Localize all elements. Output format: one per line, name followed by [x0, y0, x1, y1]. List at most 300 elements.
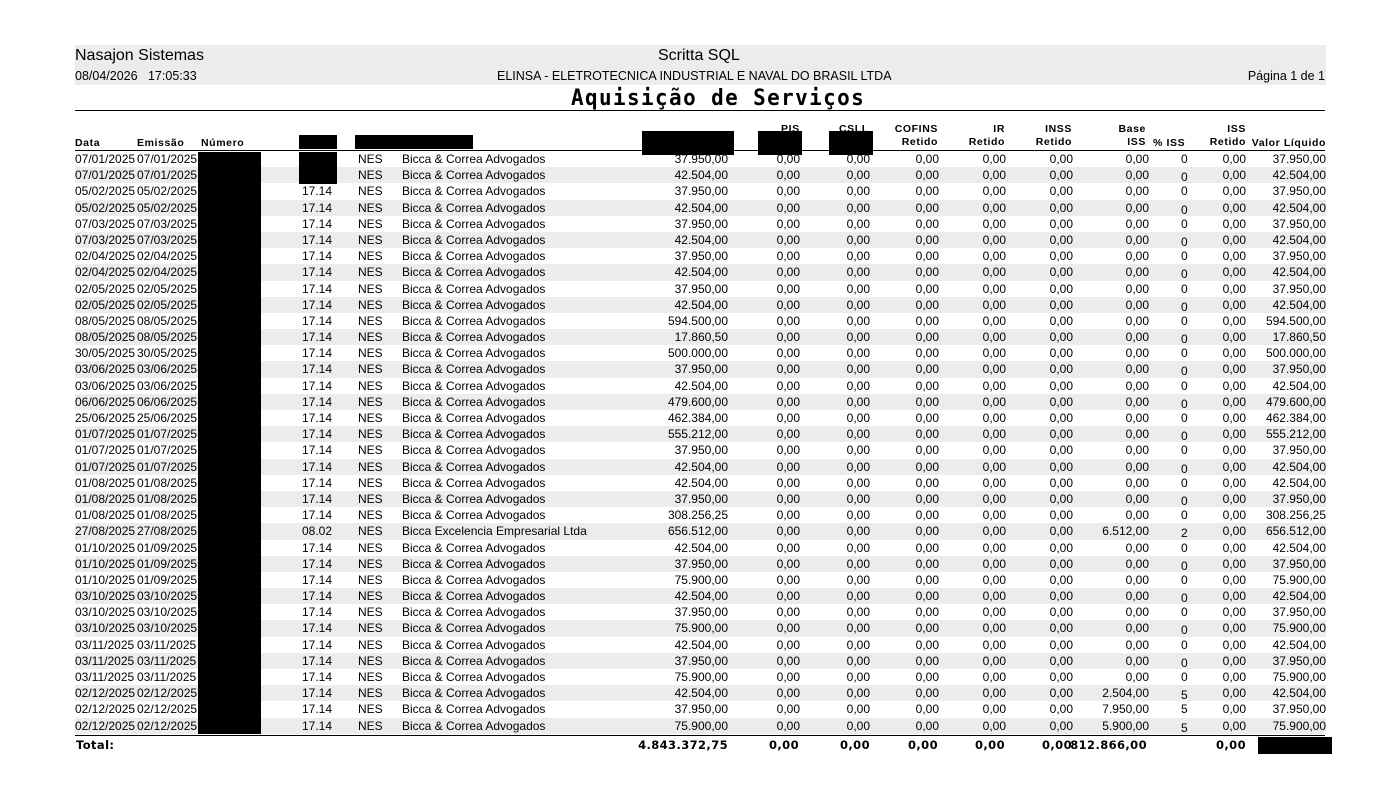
cell-emissao: 07/01/2025 — [137, 168, 198, 183]
cell-pct: 5 — [1181, 720, 1188, 735]
cell-tipo: NES — [358, 411, 383, 425]
cell-liquido: 42.504,00 — [1272, 540, 1326, 555]
cell-emissao: 30/05/2025 — [137, 346, 198, 361]
cell-valor: 594.500,00 — [667, 313, 728, 328]
cell-liquido: 37.950,00 — [1272, 362, 1326, 377]
cell-fornecedor: Bicca & Correa Advogados — [402, 265, 546, 280]
table-row — [75, 588, 1326, 604]
cell-liquido: 37.950,00 — [1272, 605, 1326, 620]
redacted-total-liquido — [1258, 737, 1332, 754]
cell-tipo: NES — [358, 152, 383, 166]
cell-liquido: 42.504,00 — [1272, 589, 1326, 604]
cell-cofins: 0,00 — [915, 718, 939, 733]
cell-emissao: 03/11/2025 — [137, 637, 197, 652]
table-row — [75, 442, 1326, 458]
cell-pct: 0 — [1181, 202, 1188, 217]
cell-csll: 0,00 — [846, 378, 870, 393]
cell-csll: 0,00 — [846, 508, 870, 523]
cell-base: 0,00 — [1125, 200, 1149, 215]
col-header-numero: Número — [201, 137, 245, 149]
cell-tipo: NES — [358, 330, 383, 345]
cell-pis: 0,00 — [776, 184, 800, 199]
cell-data: 27/08/2025 — [75, 524, 136, 539]
cell-inss: 0,00 — [1049, 508, 1073, 523]
cell-data: 02/05/2025 — [75, 281, 136, 296]
cell-cod: 17.14 — [302, 313, 333, 328]
cell-csll: 0,00 — [846, 524, 870, 539]
cell-base: 0,00 — [1125, 427, 1149, 442]
cell-base: 0,00 — [1125, 281, 1149, 296]
cell-valor: 42.504,00 — [674, 637, 728, 652]
cell-pis: 0,00 — [776, 427, 800, 442]
cell-tipo: NES — [358, 427, 383, 442]
cell-pis: 0,00 — [776, 330, 800, 345]
cell-cod: 08.02 — [302, 524, 333, 539]
cell-valor: 37.950,00 — [674, 184, 728, 199]
cell-fornecedor: Bicca & Correa Advogados — [402, 718, 546, 733]
cell-iss: 0,00 — [1222, 152, 1246, 166]
cell-pct: 0 — [1181, 508, 1188, 523]
cell-liquido: 75.900,00 — [1272, 718, 1326, 733]
cell-ir: 0,00 — [982, 184, 1006, 199]
cell-cod: 17.14 — [302, 330, 333, 345]
cell-data: 02/12/2025 — [75, 702, 136, 717]
cell-ir: 0,00 — [982, 313, 1006, 328]
cell-liquido: 75.900,00 — [1272, 670, 1326, 684]
cell-liquido: 594.500,00 — [1265, 313, 1326, 328]
cell-cod: 17.14 — [302, 378, 333, 393]
cell-base: 2.504,00 — [1102, 686, 1149, 701]
cell-tipo: NES — [358, 265, 383, 280]
cell-data: 02/12/2025 — [75, 718, 136, 733]
table-row — [75, 232, 1326, 248]
cell-valor: 555.212,00 — [667, 427, 728, 442]
cell-base: 0,00 — [1125, 637, 1149, 652]
cell-csll: 0,00 — [846, 249, 870, 264]
total-valor: 4.843.372,75 — [638, 738, 728, 752]
cell-ir: 0,00 — [982, 605, 1006, 620]
cell-liquido: 37.950,00 — [1272, 152, 1326, 166]
cell-csll: 0,00 — [846, 232, 870, 247]
cell-cofins: 0,00 — [915, 572, 939, 587]
table-row — [75, 248, 1326, 264]
cell-pis: 0,00 — [776, 443, 800, 458]
cell-ir: 0,00 — [982, 411, 1006, 425]
cell-pct: 0 — [1181, 443, 1188, 458]
cell-base: 0,00 — [1125, 168, 1149, 183]
table-row — [75, 345, 1326, 361]
cell-inss: 0,00 — [1049, 313, 1073, 328]
cell-base: 0,00 — [1125, 313, 1149, 328]
total-inss: 0,00 — [1042, 738, 1072, 752]
cell-ir: 0,00 — [982, 524, 1006, 539]
cell-pis: 0,00 — [776, 265, 800, 280]
cell-pis: 0,00 — [776, 686, 800, 701]
cell-fornecedor: Bicca & Correa Advogados — [402, 572, 546, 587]
cell-iss: 0,00 — [1222, 670, 1246, 684]
cell-inss: 0,00 — [1049, 718, 1073, 733]
cell-liquido: 17.860,50 — [1272, 330, 1326, 345]
cell-cod: 17.14 — [302, 718, 333, 733]
cell-ir: 0,00 — [982, 589, 1006, 604]
cell-csll: 0,00 — [846, 621, 870, 636]
app-name: Scritta SQL — [658, 47, 740, 64]
cell-pct: 0 — [1181, 605, 1188, 620]
cell-liquido: 555.212,00 — [1265, 427, 1326, 442]
cell-csll: 0,00 — [846, 216, 870, 231]
cell-pis: 0,00 — [776, 718, 800, 733]
cell-iss: 0,00 — [1222, 427, 1246, 442]
cell-base: 0,00 — [1125, 152, 1149, 166]
cell-data: 01/08/2025 — [75, 475, 136, 490]
cell-ir: 0,00 — [982, 232, 1006, 247]
cell-ir: 0,00 — [982, 686, 1006, 701]
cell-inss: 0,00 — [1049, 249, 1073, 264]
cell-ir: 0,00 — [982, 330, 1006, 345]
cell-inss: 0,00 — [1049, 168, 1073, 183]
cell-cofins: 0,00 — [915, 540, 939, 555]
col-header-inss-line2: Retido — [1035, 136, 1072, 148]
cell-emissao: 03/10/2025 — [137, 621, 198, 636]
table-row — [75, 523, 1326, 539]
table-row — [75, 281, 1326, 297]
cell-base: 0,00 — [1125, 330, 1149, 345]
cell-data: 01/08/2025 — [75, 491, 136, 506]
table-row — [75, 475, 1326, 491]
cell-cofins: 0,00 — [915, 378, 939, 393]
company-name: Nasajon Sistemas — [75, 47, 204, 64]
cell-pct: 0 — [1181, 234, 1188, 249]
cell-liquido: 42.504,00 — [1272, 297, 1326, 312]
cell-emissao: 07/03/2025 — [137, 216, 198, 231]
cell-fornecedor: Bicca & Correa Advogados — [402, 605, 546, 620]
cell-data: 08/05/2025 — [75, 330, 136, 345]
cell-cod: 17.14 — [302, 411, 333, 425]
cell-fornecedor: Bicca & Correa Advogados — [402, 491, 546, 506]
cell-pis: 0,00 — [776, 411, 800, 425]
cell-inss: 0,00 — [1049, 216, 1073, 231]
cell-emissao: 03/10/2025 — [137, 605, 198, 620]
table-row — [75, 394, 1326, 410]
cell-iss: 0,00 — [1222, 394, 1246, 409]
cell-fornecedor: Bicca & Correa Advogados — [402, 232, 546, 247]
cell-cofins: 0,00 — [915, 249, 939, 264]
cell-base: 7.950,00 — [1102, 702, 1149, 717]
cell-csll: 0,00 — [846, 394, 870, 409]
table-row — [75, 151, 1326, 167]
cell-valor: 37.950,00 — [674, 281, 728, 296]
cell-pis: 0,00 — [776, 702, 800, 717]
cell-csll: 0,00 — [846, 491, 870, 506]
cell-cod: 17.14 — [302, 670, 333, 684]
table-row — [75, 361, 1326, 377]
col-header-cofins — [888, 123, 938, 149]
cell-pis: 0,00 — [776, 281, 800, 296]
cell-iss: 0,00 — [1222, 475, 1246, 490]
cell-valor: 479.600,00 — [667, 394, 728, 409]
cell-pis: 0,00 — [776, 362, 800, 377]
cell-inss: 0,00 — [1049, 621, 1073, 636]
cell-tipo: NES — [358, 378, 383, 393]
cell-pct: 0 — [1181, 429, 1188, 444]
print-date: 08/04/2026 — [75, 69, 138, 83]
cell-csll: 0,00 — [846, 702, 870, 717]
cell-pis: 0,00 — [776, 313, 800, 328]
cell-tipo: NES — [358, 524, 383, 539]
cell-ir: 0,00 — [982, 168, 1006, 183]
cell-iss: 0,00 — [1222, 605, 1246, 620]
cell-base: 0,00 — [1125, 443, 1149, 458]
cell-liquido: 37.950,00 — [1272, 216, 1326, 231]
cell-ir: 0,00 — [982, 572, 1006, 587]
cell-pct: 0 — [1181, 184, 1188, 199]
table-row — [75, 459, 1326, 475]
cell-pis: 0,00 — [776, 670, 800, 684]
col-header-inss — [1022, 123, 1072, 149]
cell-cofins: 0,00 — [915, 491, 939, 506]
cell-inss: 0,00 — [1049, 411, 1073, 425]
cell-tipo: NES — [358, 670, 383, 684]
cell-data: 01/10/2025 — [75, 540, 136, 555]
print-datetime — [75, 69, 197, 83]
cell-base: 0,00 — [1125, 653, 1149, 668]
cell-cod: 17.14 — [302, 491, 333, 506]
cell-cod: 17.14 — [302, 653, 333, 668]
col-header-pis: PIS — [781, 123, 800, 135]
cell-cod: 17.14 — [302, 540, 333, 555]
cell-csll: 0,00 — [846, 589, 870, 604]
cell-cofins: 0,00 — [915, 459, 939, 474]
cell-tipo: NES — [358, 346, 383, 361]
cell-cod: 17.14 — [302, 702, 333, 717]
cell-liquido: 42.504,00 — [1272, 168, 1326, 183]
cell-iss: 0,00 — [1222, 265, 1246, 280]
cell-inss: 0,00 — [1049, 330, 1073, 345]
cell-ir: 0,00 — [982, 152, 1006, 166]
cell-cofins: 0,00 — [915, 621, 939, 636]
cell-base: 0,00 — [1125, 249, 1149, 264]
col-header-iss-line2: Retido — [1209, 136, 1246, 148]
cell-cofins: 0,00 — [915, 411, 939, 425]
total-ir: 0,00 — [975, 738, 1005, 752]
cell-pct: 0 — [1181, 364, 1188, 379]
col-header-base-line1: Base — [1118, 123, 1146, 135]
col-header-cofins-line2: Retido — [901, 136, 938, 148]
cell-inss: 0,00 — [1049, 637, 1073, 652]
col-header-csll: CSLL — [839, 123, 869, 135]
report-title: Aquisição de Serviços — [571, 86, 866, 111]
cell-data: 01/08/2025 — [75, 508, 136, 523]
cell-emissao: 01/09/2025 — [137, 540, 198, 555]
cell-iss: 0,00 — [1222, 540, 1246, 555]
cell-cofins: 0,00 — [915, 216, 939, 231]
cell-liquido: 462.384,00 — [1265, 411, 1326, 425]
cell-data: 07/01/2025 — [75, 152, 136, 166]
cell-iss: 0,00 — [1222, 653, 1246, 668]
cell-emissao: 02/04/2025 — [137, 265, 198, 280]
cell-emissao: 07/03/2025 — [137, 232, 198, 247]
cell-csll: 0,00 — [846, 459, 870, 474]
cell-fornecedor: Bicca & Correa Advogados — [402, 443, 546, 458]
cell-iss: 0,00 — [1222, 378, 1246, 393]
table-row — [75, 216, 1326, 232]
cell-data: 01/07/2025 — [75, 443, 136, 458]
cell-pct: 0 — [1181, 170, 1188, 185]
cell-csll: 0,00 — [846, 686, 870, 701]
cell-iss: 0,00 — [1222, 572, 1246, 587]
cell-cofins: 0,00 — [915, 152, 939, 166]
cell-ir: 0,00 — [982, 297, 1006, 312]
cell-tipo: NES — [358, 249, 383, 264]
cell-fornecedor: Bicca & Correa Advogados — [402, 184, 546, 199]
cell-pct: 0 — [1181, 475, 1188, 490]
cell-tipo: NES — [358, 572, 383, 587]
totals-divider — [75, 735, 1325, 736]
redacted-header-block — [299, 135, 337, 149]
cell-cofins: 0,00 — [915, 702, 939, 717]
page-indicator: Página 1 de 1 — [1247, 69, 1325, 83]
cell-liquido: 42.504,00 — [1272, 232, 1326, 247]
cell-fornecedor: Bicca & Correa Advogados — [402, 249, 546, 264]
cell-iss: 0,00 — [1222, 330, 1246, 345]
cell-fornecedor: Bicca & Correa Advogados — [402, 378, 546, 393]
cell-ir: 0,00 — [982, 702, 1006, 717]
cell-pis: 0,00 — [776, 491, 800, 506]
cell-tipo: NES — [358, 200, 383, 215]
cell-csll: 0,00 — [846, 330, 870, 345]
cell-fornecedor: Bicca & Correa Advogados — [402, 152, 546, 166]
cell-valor: 17.860,50 — [674, 330, 728, 345]
cell-inss: 0,00 — [1049, 556, 1073, 571]
cell-fornecedor: Bicca & Correa Advogados — [402, 346, 546, 361]
cell-emissao: 01/08/2025 — [137, 491, 198, 506]
cell-tipo: NES — [358, 605, 383, 620]
cell-pct: 0 — [1181, 313, 1188, 328]
cell-pct: 0 — [1181, 461, 1188, 476]
table-row — [75, 507, 1326, 523]
cell-tipo: NES — [358, 508, 383, 523]
col-header-cofins-line1: COFINS — [894, 123, 938, 135]
cell-pis: 0,00 — [776, 297, 800, 312]
cell-valor: 656.512,00 — [667, 524, 728, 539]
cell-liquido: 37.950,00 — [1272, 281, 1326, 296]
cell-iss: 0,00 — [1222, 508, 1246, 523]
cell-iss: 0,00 — [1222, 637, 1246, 652]
cell-inss: 0,00 — [1049, 394, 1073, 409]
cell-fornecedor: Bicca & Correa Advogados — [402, 475, 546, 490]
cell-base: 0,00 — [1125, 589, 1149, 604]
cell-pct: 0 — [1181, 670, 1188, 684]
cell-csll: 0,00 — [846, 297, 870, 312]
cell-valor: 42.504,00 — [674, 378, 728, 393]
col-header-emissao: Emissão — [137, 137, 185, 149]
cell-valor: 42.504,00 — [674, 265, 728, 280]
table-row — [75, 200, 1326, 216]
cell-ir: 0,00 — [982, 427, 1006, 442]
cell-emissao: 01/09/2025 — [137, 556, 198, 571]
cell-csll: 0,00 — [846, 411, 870, 425]
cell-inss: 0,00 — [1049, 572, 1073, 587]
cell-data: 07/03/2025 — [75, 232, 136, 247]
cell-tipo: NES — [358, 637, 383, 652]
cell-ir: 0,00 — [982, 265, 1006, 280]
cell-valor: 42.504,00 — [674, 200, 728, 215]
cell-fornecedor: Bicca & Correa Advogados — [402, 540, 546, 555]
total-iss-retido: 0,00 — [1216, 738, 1246, 752]
cell-inss: 0,00 — [1049, 443, 1073, 458]
cell-cofins: 0,00 — [915, 297, 939, 312]
cell-iss: 0,00 — [1222, 686, 1246, 701]
cell-cofins: 0,00 — [915, 346, 939, 361]
cell-pct: 0 — [1181, 378, 1188, 393]
cell-emissao: 02/12/2025 — [137, 718, 198, 733]
cell-cofins: 0,00 — [915, 475, 939, 490]
cell-iss: 0,00 — [1222, 556, 1246, 571]
cell-liquido: 42.504,00 — [1272, 637, 1326, 652]
cell-pis: 0,00 — [776, 605, 800, 620]
cell-emissao: 07/01/2025 — [137, 152, 198, 166]
cell-pct: 0 — [1181, 216, 1188, 231]
cell-base: 0,00 — [1125, 540, 1149, 555]
cell-emissao: 03/10/2025 — [137, 589, 198, 604]
cell-ir: 0,00 — [982, 718, 1006, 733]
cell-fornecedor: Bicca & Correa Advogados — [402, 394, 546, 409]
col-header-ir-line2: Retido — [968, 136, 1005, 148]
cell-valor: 37.950,00 — [674, 249, 728, 264]
table-row — [75, 556, 1326, 572]
cell-emissao: 01/08/2025 — [137, 475, 198, 490]
cell-cod: 17.14 — [302, 184, 333, 199]
cell-inss: 0,00 — [1049, 152, 1073, 166]
cell-pis: 0,00 — [776, 475, 800, 490]
cell-cod: 17.14 — [302, 572, 333, 587]
cell-ir: 0,00 — [982, 378, 1006, 393]
cell-inss: 0,00 — [1049, 378, 1073, 393]
cell-ir: 0,00 — [982, 491, 1006, 506]
cell-iss: 0,00 — [1222, 313, 1246, 328]
cell-cod: 17.14 — [302, 362, 333, 377]
cell-liquido: 75.900,00 — [1272, 621, 1326, 636]
cell-cofins: 0,00 — [915, 670, 939, 684]
cell-csll: 0,00 — [846, 281, 870, 296]
col-header-inss-line1: INSS — [1045, 123, 1072, 135]
cell-cod: 17.14 — [302, 443, 333, 458]
cell-cod: 17.14 — [302, 394, 333, 409]
cell-liquido: 37.950,00 — [1272, 249, 1326, 264]
cell-emissao: 05/02/2025 — [137, 200, 198, 215]
cell-cod: 17.14 — [302, 200, 333, 215]
cell-cofins: 0,00 — [915, 427, 939, 442]
cell-ir: 0,00 — [982, 475, 1006, 490]
cell-pct: 0 — [1181, 623, 1188, 638]
cell-iss: 0,00 — [1222, 621, 1246, 636]
cell-data: 03/06/2025 — [75, 378, 136, 393]
cell-emissao: 02/05/2025 — [137, 281, 198, 296]
cell-ir: 0,00 — [982, 216, 1006, 231]
cell-cod: 17.14 — [302, 281, 333, 296]
cell-inss: 0,00 — [1049, 524, 1073, 539]
cell-csll: 0,00 — [846, 540, 870, 555]
cell-csll: 0,00 — [846, 313, 870, 328]
cell-inss: 0,00 — [1049, 265, 1073, 280]
cell-inss: 0,00 — [1049, 475, 1073, 490]
cell-base: 0,00 — [1125, 184, 1149, 199]
cell-cod: 17.14 — [302, 459, 333, 474]
cell-pct: 0 — [1181, 249, 1188, 264]
cell-cofins: 0,00 — [915, 168, 939, 183]
cell-cofins: 0,00 — [915, 508, 939, 523]
print-time: 17:05:33 — [147, 69, 197, 83]
